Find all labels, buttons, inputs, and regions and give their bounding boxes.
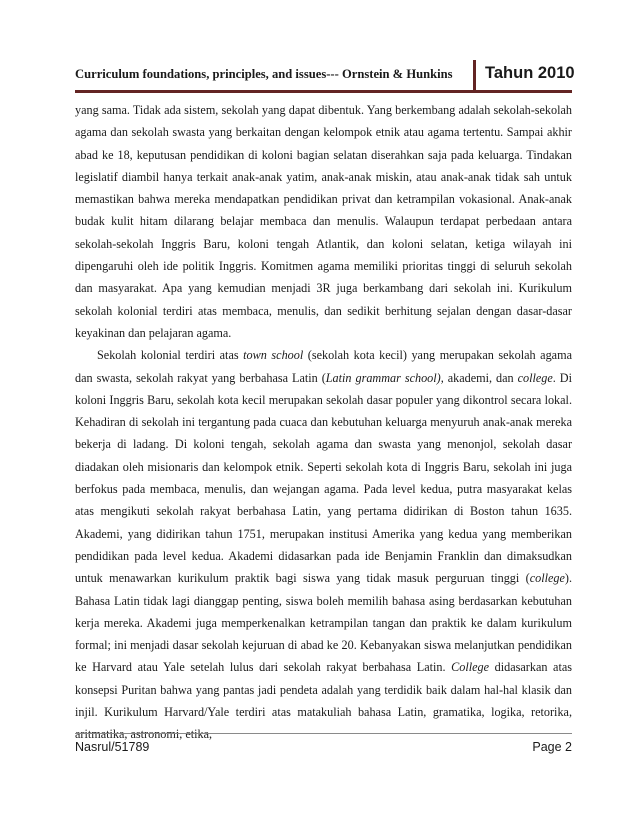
italic-term: College <box>451 660 490 675</box>
italic-term: college <box>529 571 565 586</box>
header-year: Tahun 2010 <box>485 64 575 82</box>
text-run: Sekolah kolonial terdiri atas <box>97 348 244 363</box>
text-run: (sekolah kota kecil) yang merupakan sekolah agama dan swasta, sekolah rakyat yang berbahasa Latin ( <box>75 348 572 385</box>
text-run: . Di koloni Inggris Baru, sekolah kota kecil merupakan sekolah dasar populer yang dikontrol secara lokal. Kehadiran di sekolah ini tergantung pada cuaca dan kebutuhan keluarga menyuruh anak-anak mereka bekerja di ladang. Di koloni tengah, sekolah agama dan swasta yang menonjol, sekolah dasar diadakan oleh misionaris dan kelompok etnik. Seperti sekolah kota di Inggris Baru, sekolah ini juga berfokus pada membaca, menulis, dan wejangan agama. Pada level kedua, putra masyarakat kelas atas mengikuti sekolah rakyat berbahasa Latin, yang pertama didirikan di Boston tahun 1635. Akademi, yang didirikan tahun 1751, merupakan institusi Amerika yang kedua yang memberikan pendidikan pada level kedua. Akademi didasarkan pada ide Benjamin Franklin dan dimaksudkan untuk menawarkan kurikulum praktik bagi siswa yang tidak masuk perguruan tinggi ( <box>75 370 572 586</box>
italic-term: town school <box>243 348 304 363</box>
header-title: Curriculum foundations, principles, and issues--- Ornstein & Hunkins <box>75 67 453 81</box>
italic-term: college <box>517 370 553 385</box>
text-run: yang sama. Tidak ada sistem, sekolah yang dapat dibentuk. Yang berkembang adalah sekolah-sekolah agama dan sekolah swasta yang berkaitan dengan kelompok etnik atau agama tertentu. Sampai akhir abad ke 18, keputusan pendidikan di koloni bagian selatan diserahkan saja pada keluarga. Tindakan legislatif diambil hanya terkait anak-anak yatim, anak-anak miskin, atau anak-anak tidak sah untuk memastikan bahwa mereka mendapatkan pendidikan privat dan ketrampilan vokasional. Anak-anak budak kulit hitam dilarang belajar membaca dan menulis. Walaupun terdapat perbedaan antara sekolah-sekolah Inggris Baru, koloni tengah Atlantik, dan koloni selatan, ketiga wilayah ini dipengaruhi oleh ide politik Inggris. Komitmen agama memiliki prioritas tinggi di seluruh sekolah dan masyarakat. Apa yang kemudian menjadi 3R juga berkambang dari sekolah ini. Kurikulum sekolah kolonial terdiri atas membaca, menulis, dan sedikit berhitung sejalan dengan dasar-dasar keyakinan dan pelajaran agama. <box>75 103 572 340</box>
page-footer <box>75 733 572 754</box>
text-run: ). Bahasa Latin tidak lagi dianggap penting, siswa boleh memilih bahasa asing berdasarkan kebutuhan kerja mereka. Akademi juga memperkenalkan ketrampilan tangan dan praktik ke dalam kurikulum formal; ini menjadi dasar sekolah kejuruan di abad ke 20. Kebanyakan siswa melanjutkan pendidikan ke Harvard atau Yale setelah lulus dari sekolah rakyat berbahasa Latin. <box>75 571 572 675</box>
body-text <box>75 99 572 746</box>
paragraph <box>75 99 572 344</box>
italic-term: Latin grammar school), <box>325 370 444 385</box>
text-run: akademi, dan <box>443 370 518 385</box>
footer-author: Nasrul/51789 <box>75 740 150 754</box>
text-run: didasarkan atas konsepsi Puritan bahwa yang pantas jadi pendeta adalah yang terdidik baik dalam hal-hal klasik dan injil. Kurikulum Harvard/Yale terdiri atas matakuliah bahasa Latin, gramatika, logika, retorika, aritmatika, astronomi, etika, <box>75 660 572 742</box>
page-number: Page 2 <box>532 740 572 754</box>
header-divider <box>473 60 476 90</box>
page-header <box>75 60 575 93</box>
paragraph <box>75 344 572 745</box>
